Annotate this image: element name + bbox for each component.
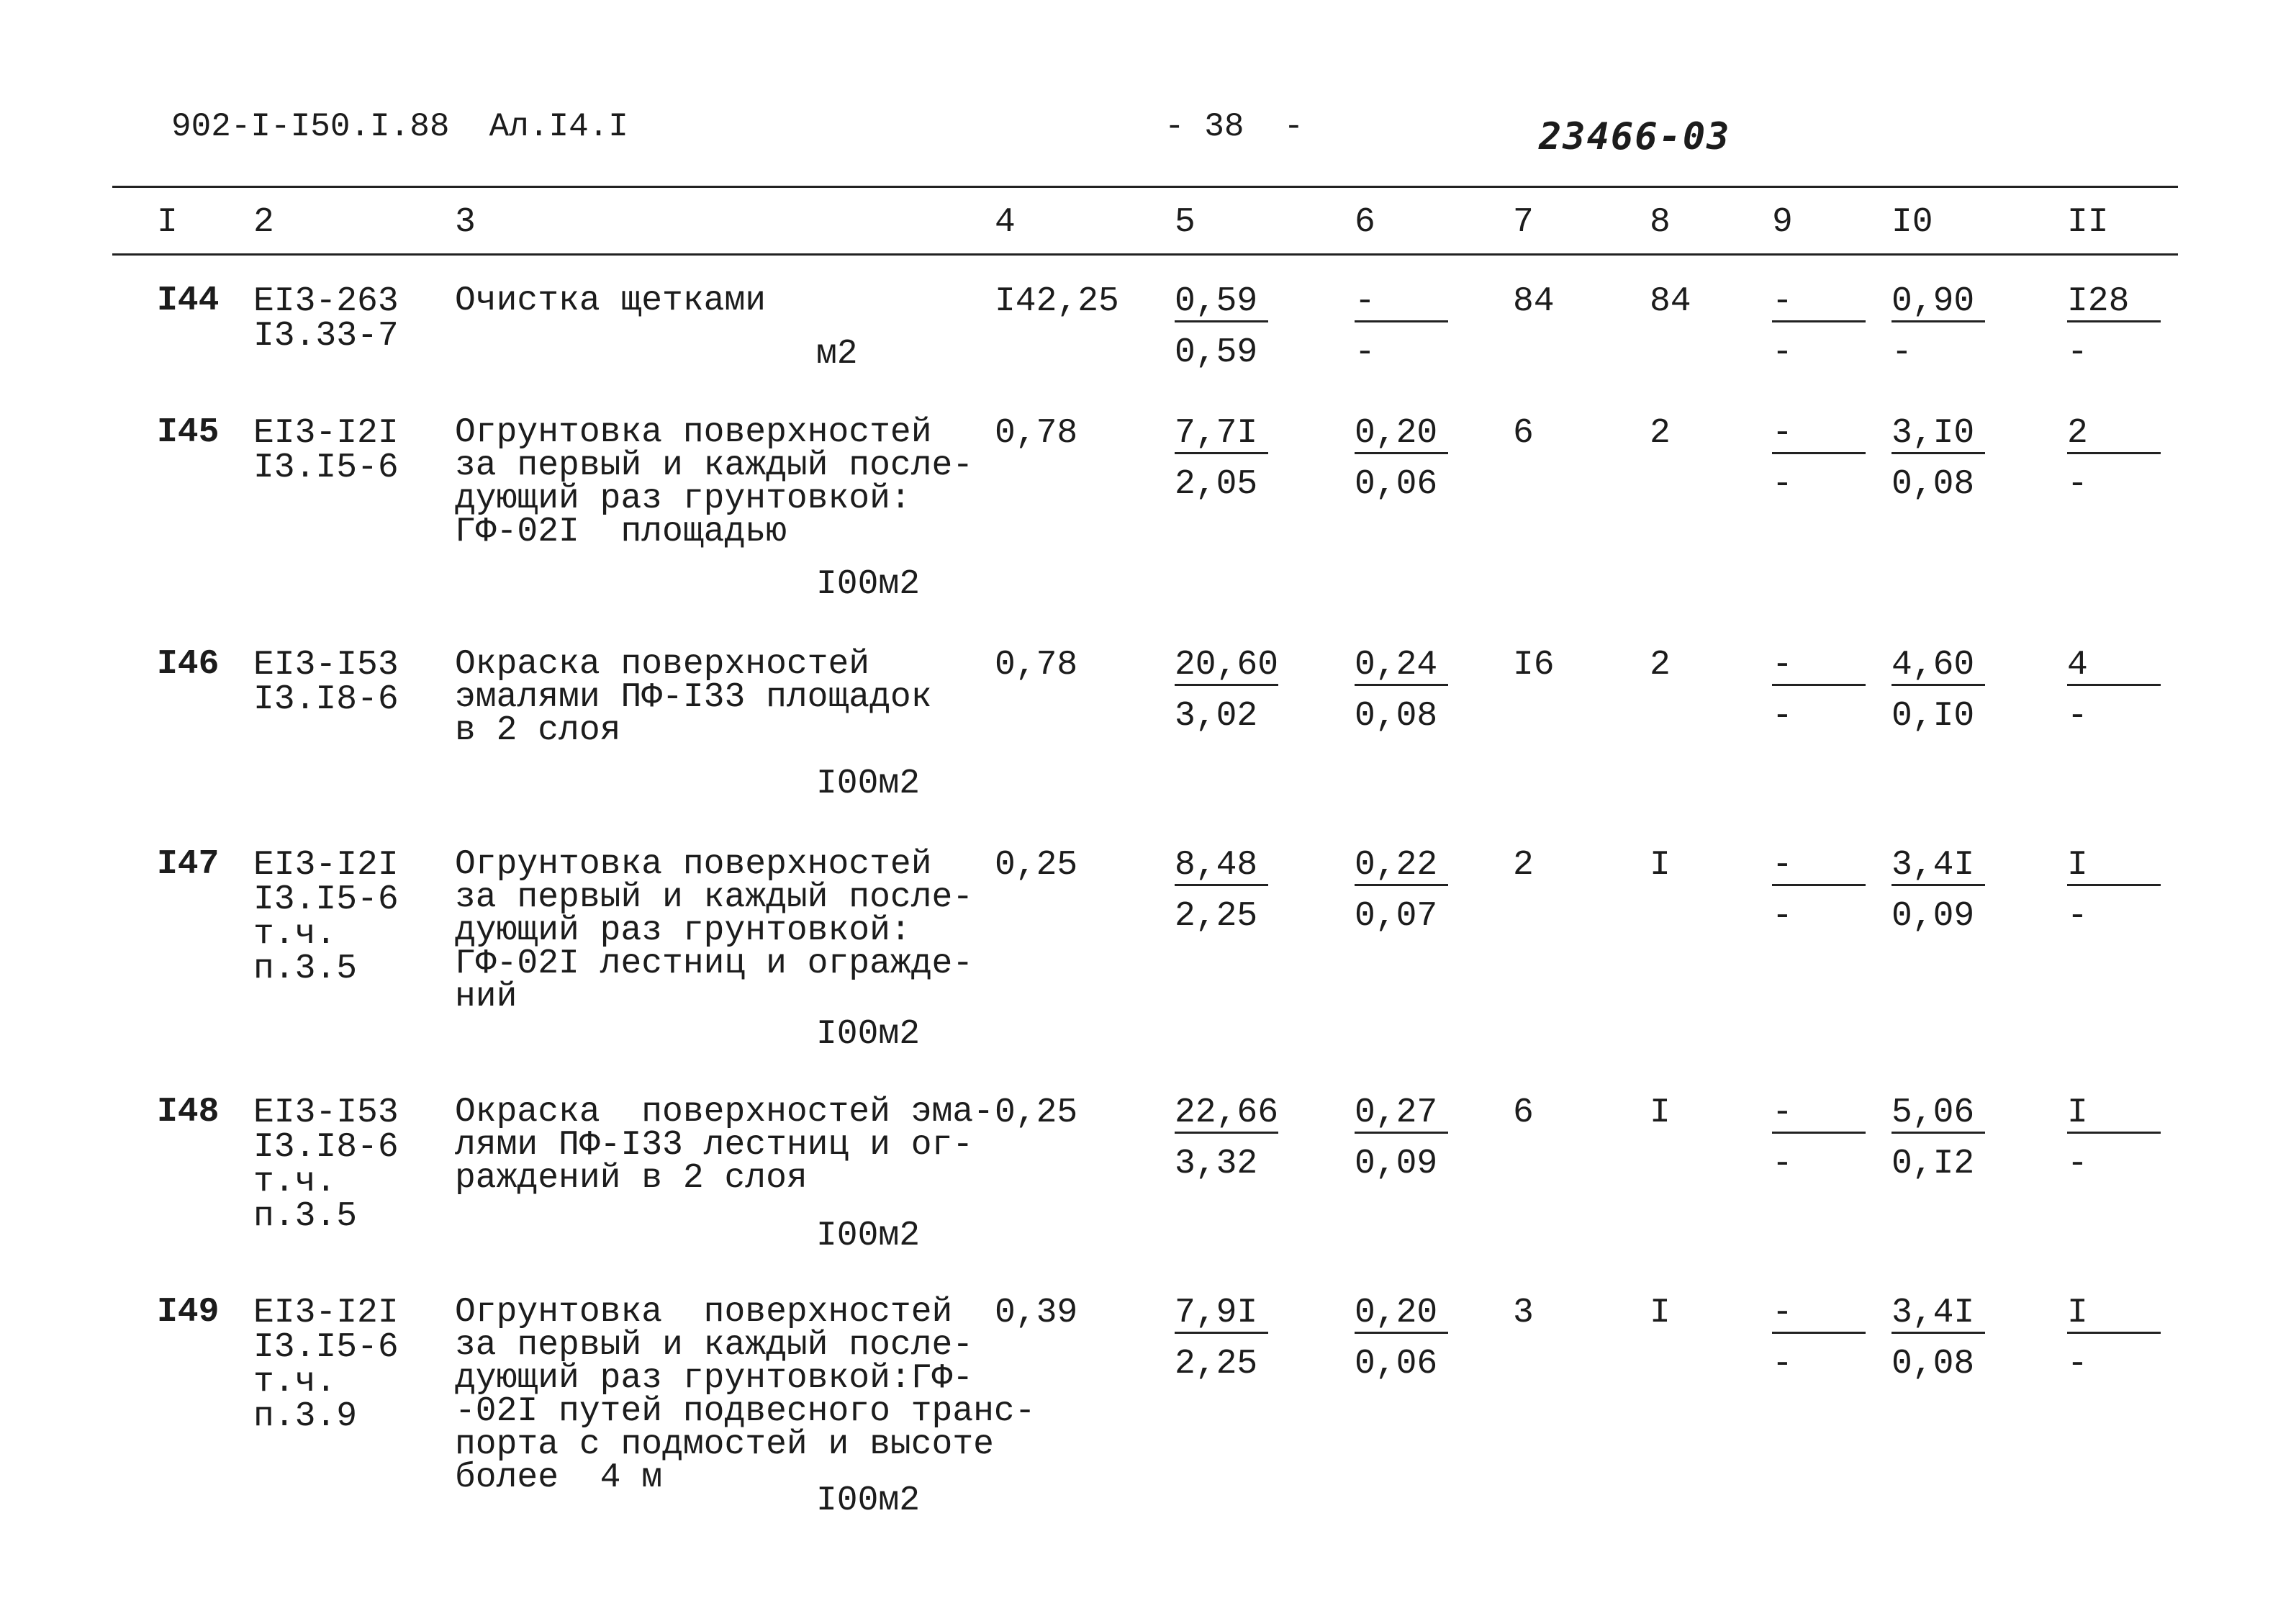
unit-cost-fraction (1175, 416, 1268, 502)
unit-cost-bottom: 0,59 (1175, 333, 1258, 372)
document-number: 23466-03 (1539, 115, 1731, 158)
column-9-value-fraction (1772, 416, 1866, 502)
column-9-value-bottom: - (1772, 465, 1793, 504)
operation-cost-fraction (1355, 416, 1448, 502)
row-number: I48 (157, 1093, 220, 1132)
row-number: I45 (157, 413, 220, 452)
total-cost-bottom: - (2067, 1345, 2088, 1383)
quantity: 0,25 (995, 1093, 1078, 1132)
operation-cost-bottom: 0,08 (1355, 697, 1438, 736)
labor-cost-bottom: 0,I2 (1892, 1145, 1975, 1183)
total-cost-bottom: - (2067, 465, 2088, 504)
column-header-9: 9 (1772, 203, 1793, 242)
column-9-value-bottom: - (1772, 1145, 1793, 1183)
page-number: - 38 - (1165, 108, 1304, 145)
unit-cost-fraction (1175, 284, 1268, 370)
column-8-value: 2 (1650, 414, 1671, 453)
operation-cost-top: 0,24 (1355, 648, 1448, 686)
operation-cost-top: 0,20 (1355, 1296, 1448, 1334)
unit-cost-fraction (1175, 1296, 1268, 1381)
total-cost-fraction (2067, 1093, 2161, 1183)
total-cost-bottom: - (2067, 897, 2088, 936)
column-9-value-top: - (1772, 648, 1866, 686)
work-description: Окраска поверхностей эма- лями ПФ-I33 лестниц и ог- раждений в 2 слоя (455, 1093, 994, 1198)
operation-cost-fraction (1355, 646, 1448, 736)
total-cost-top: 4 (2067, 648, 2161, 686)
column-header-7: 7 (1513, 203, 1534, 242)
unit-of-measure: I00м2 (816, 1481, 921, 1520)
column-9-value-bottom: - (1772, 897, 1793, 936)
labor-cost-fraction (1892, 646, 1985, 736)
labor-cost-top: 5,06 (1892, 1096, 1985, 1134)
operation-cost-top: 0,22 (1355, 848, 1448, 886)
column-7-value: 84 (1513, 282, 1555, 321)
unit-of-measure: I00м2 (816, 1216, 921, 1255)
column-8-value: 84 (1650, 282, 1691, 321)
quantity: 0,78 (995, 414, 1078, 453)
labor-cost-top: 3,4I (1892, 848, 1985, 886)
column-header-11: II (2067, 203, 2109, 242)
unit-cost-top: 20,60 (1175, 646, 1279, 685)
operation-cost-bottom: 0,06 (1355, 465, 1438, 504)
unit-of-measure: I00м2 (816, 1015, 921, 1054)
work-description: Огрунтовка поверхностей за первый и каждый после- дующий раз грунтовкой: ГФ-02I площадью (455, 413, 974, 551)
quantity: 0,78 (995, 646, 1078, 685)
total-cost-fraction (2067, 1296, 2161, 1381)
total-cost-bottom: - (2067, 333, 2088, 372)
row-number: I49 (157, 1293, 220, 1332)
column-header-4: 4 (995, 203, 1016, 242)
labor-cost-top: 0,90 (1892, 284, 1985, 322)
table-header-rule (112, 253, 2178, 256)
unit-cost-top: 7,9I (1175, 1296, 1268, 1334)
column-7-value: 2 (1513, 846, 1534, 885)
norm-code: EI3-I2I I3.I5-6 (253, 414, 399, 487)
column-7-value: 3 (1513, 1294, 1534, 1332)
labor-cost-top: 3,4I (1892, 1296, 1985, 1334)
unit-cost-fraction (1175, 1093, 1279, 1183)
unit-cost-bottom: 2,25 (1175, 1345, 1258, 1383)
unit-cost-top: 7,7I (1175, 416, 1268, 454)
labor-cost-bottom: 0,08 (1892, 465, 1975, 504)
column-header-1: I (157, 203, 178, 242)
column-9-value-fraction (1772, 848, 1866, 934)
labor-cost-bottom: 0,08 (1892, 1345, 1975, 1383)
column-7-value: 6 (1513, 414, 1534, 453)
unit-of-measure: I00м2 (816, 565, 921, 604)
operation-cost-bottom: 0,07 (1355, 897, 1438, 936)
column-9-value-top: - (1772, 284, 1866, 322)
column-header-3: 3 (455, 203, 476, 242)
norm-code: EI3-I2I I3.I5-6 т.ч. п.3.9 (253, 1294, 399, 1436)
column-8-value: I (1650, 846, 1671, 885)
work-description: Огрунтовка поверхностей за первый и каждый после- дующий раз грунтовкой:ГФ- -02I путей подвесного транс- порта с подмостей и высоте более 4 м (455, 1293, 1036, 1497)
labor-cost-fraction (1892, 284, 1985, 370)
labor-cost-top: 4,60 (1892, 648, 1985, 686)
operation-cost-bottom: 0,06 (1355, 1345, 1438, 1383)
total-cost-bottom: - (2067, 697, 2088, 736)
column-header-8: 8 (1650, 203, 1671, 242)
column-9-value-fraction (1772, 646, 1866, 736)
operation-cost-bottom: - (1355, 333, 1375, 372)
column-8-value: I (1650, 1093, 1671, 1132)
unit-cost-top: 8,48 (1175, 848, 1268, 886)
norm-code: EI3-263 I3.33-7 (253, 282, 399, 356)
labor-cost-fraction (1892, 416, 1985, 502)
unit-cost-fraction (1175, 848, 1268, 934)
row-number: I44 (157, 281, 220, 320)
total-cost-top: I (2067, 1296, 2161, 1334)
labor-cost-bottom: 0,09 (1892, 897, 1975, 936)
labor-cost-bottom: 0,I0 (1892, 697, 1975, 736)
operation-cost-top: 0,27 (1355, 1096, 1448, 1134)
column-9-value-fraction (1772, 284, 1866, 370)
total-cost-top: I28 (2067, 284, 2161, 322)
unit-cost-bottom: 3,02 (1175, 697, 1258, 736)
total-cost-bottom: - (2067, 1145, 2088, 1183)
unit-cost-bottom: 2,25 (1175, 897, 1258, 936)
total-cost-top: I (2067, 1096, 2161, 1134)
operation-cost-fraction (1355, 1296, 1448, 1381)
column-8-value: 2 (1650, 646, 1671, 685)
labor-cost-bottom: - (1892, 333, 1912, 372)
total-cost-fraction (2067, 646, 2161, 736)
work-description: Очистка щетками (455, 281, 767, 320)
norm-code: EI3-I53 I3.I8-6 (253, 646, 399, 719)
row-number: I46 (157, 645, 220, 684)
unit-cost-bottom: 3,32 (1175, 1145, 1258, 1183)
unit-cost-top: 0,59 (1175, 284, 1268, 322)
column-9-value-top: - (1772, 1096, 1866, 1134)
total-cost-top: I (2067, 848, 2161, 886)
column-7-value: I6 (1513, 646, 1555, 685)
operation-cost-top: 0,20 (1355, 416, 1448, 454)
labor-cost-fraction (1892, 848, 1985, 934)
document-code: 902-I-I50.I.88 Ал.I4.I (171, 108, 628, 145)
operation-cost-fraction (1355, 848, 1448, 934)
norm-code: EI3-I53 I3.I8-6 т.ч. п.3.5 (253, 1093, 399, 1236)
column-9-value-bottom: - (1772, 333, 1793, 372)
column-header-2: 2 (253, 203, 274, 242)
operation-cost-fraction (1355, 284, 1448, 370)
total-cost-fraction (2067, 284, 2161, 370)
total-cost-fraction (2067, 848, 2161, 934)
column-9-value-fraction (1772, 1093, 1866, 1183)
column-7-value: 6 (1513, 1093, 1534, 1132)
quantity: 0,39 (995, 1294, 1078, 1332)
column-header-10: I0 (1892, 203, 1933, 242)
quantity: I42,25 (995, 282, 1119, 321)
unit-cost-top: 22,66 (1175, 1093, 1279, 1132)
column-9-value-bottom: - (1772, 697, 1793, 736)
work-description: Окраска поверхностей эмалями ПФ-I33 площадок в 2 слоя (455, 645, 932, 750)
labor-cost-top: 3,I0 (1892, 416, 1985, 454)
quantity: 0,25 (995, 846, 1078, 885)
unit-cost-bottom: 2,05 (1175, 465, 1258, 504)
unit-of-measure: I00м2 (816, 764, 921, 803)
total-cost-top: 2 (2067, 416, 2161, 454)
column-9-value-bottom: - (1772, 1345, 1793, 1383)
total-cost-fraction (2067, 416, 2161, 502)
column-header-5: 5 (1175, 203, 1196, 242)
column-9-value-top: - (1772, 848, 1866, 886)
column-9-value-fraction (1772, 1296, 1866, 1381)
column-8-value: I (1650, 1294, 1671, 1332)
labor-cost-fraction (1892, 1093, 1985, 1183)
norm-code: EI3-I2I I3.I5-6 т.ч. п.3.5 (253, 846, 399, 988)
column-9-value-top: - (1772, 1296, 1866, 1334)
operation-cost-fraction (1355, 1093, 1448, 1183)
unit-cost-fraction (1175, 646, 1279, 736)
column-header-6: 6 (1355, 203, 1375, 242)
row-number: I47 (157, 845, 220, 884)
operation-cost-bottom: 0,09 (1355, 1145, 1438, 1183)
table-top-rule (112, 186, 2178, 188)
work-description: Огрунтовка поверхностей за первый и каждый после- дующий раз грунтовкой: ГФ-02I лестниц и огражде- ний (455, 845, 974, 1016)
labor-cost-fraction (1892, 1296, 1985, 1381)
column-9-value-top: - (1772, 416, 1866, 454)
operation-cost-top: - (1355, 284, 1448, 322)
unit-of-measure: м2 (816, 335, 858, 374)
